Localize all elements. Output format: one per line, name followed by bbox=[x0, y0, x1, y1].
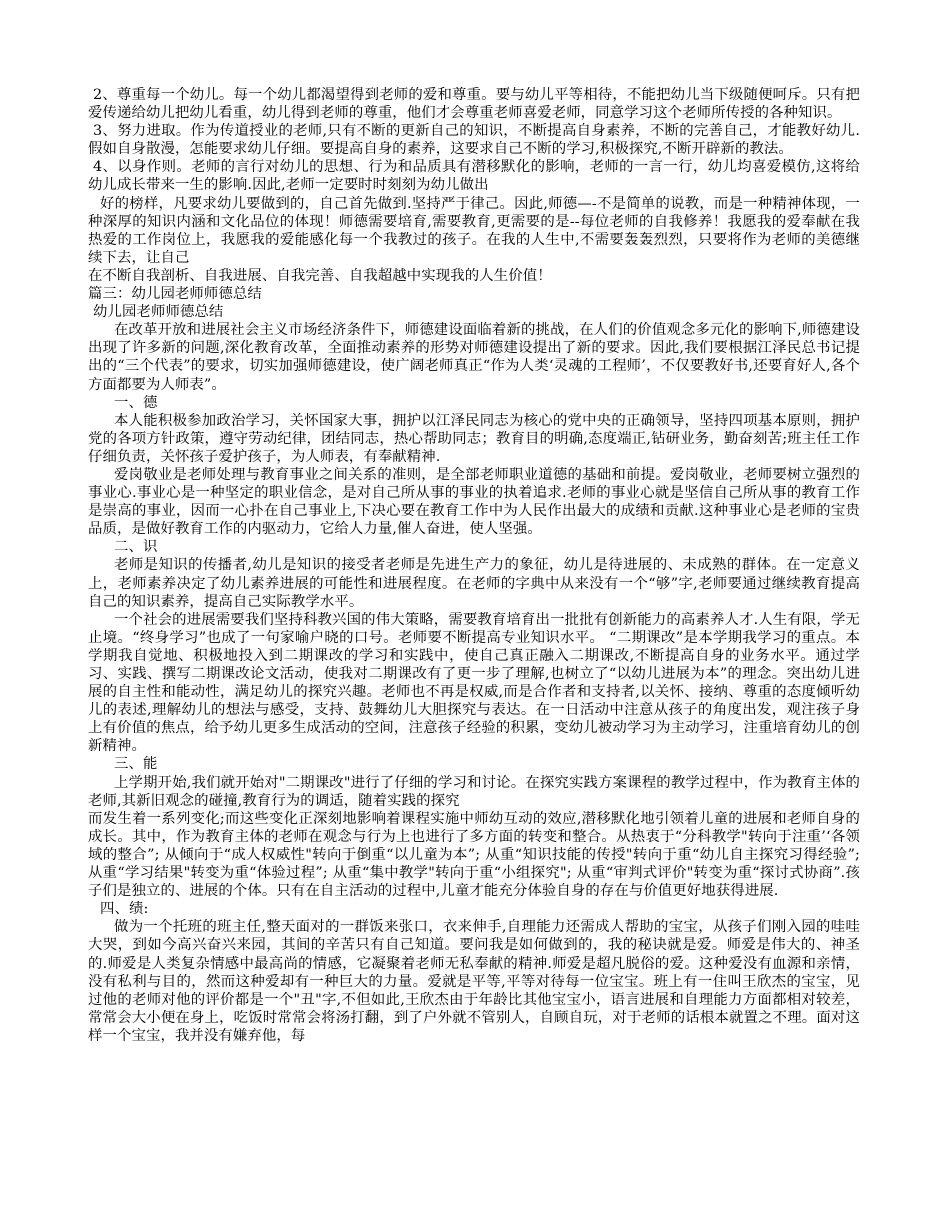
heading-virtue: 一、德 bbox=[114, 394, 158, 411]
paragraph-good-example: 好的榜样，凡要求幼儿要做到的，自己首先做到.坚持严于律己。因此,师德—-不是简单的说教，而是一种精神体现，一种深厚的知识内涵和文化品位的体现！师德需要培育,需要教育,更需要的是--每位老师的自我修养！我愿我的爱奉献在我热爱的工作岗位上，我愿我的爱能感化每一个我教过的孩子。在我的人生中,不需要轰轰烈烈，只要将作为老师的美德继续下去，让自己 bbox=[88, 195, 860, 266]
heading-achievements: 四、绩: bbox=[100, 901, 149, 918]
paragraph-strive-forward: 3、努力进取。作为传道授业的老师,只有不断的更新自己的知识，不断提高自身素养，不断的完善自己，才能教好幼儿.假如自身散漫，怎能要求幼儿仔细。要提高自身的素养，这要求自己不断的学习,积极探究,不断开辟新的教法。 bbox=[88, 123, 860, 158]
paragraph-political-study: 本人能积极参加政治学习，关怀国家大事，拥护以江泽民同志为核心的党中央的正确领导，坚持四项基本原则，拥护党的各项方针政策，遵守劳动纪律，团结同志，热心帮助同志；教育目的明确,态度端正,钻研业务，勤奋刻苦;班主任工作仔细负责，关怀孩子爱护孩子，为人师表，有奉献精神. bbox=[88, 412, 860, 465]
paragraph-respect-children: 2、尊重每一个幼儿。每一个幼儿都渴望得到老师的爱和尊重。要与幼儿平等相待，不能把幼儿当下级随便呵斥。只有把爱传递给幼儿把幼儿看重，幼儿得到老师的尊重，他们才会尊重老师喜爱老师，同意学习这个老师所传授的各种知识。 bbox=[88, 87, 860, 122]
paragraph-knowledge-spreader: 老师是知识的传播者,幼儿是知识的接受者老师是先进生产力的象征，幼儿是待进展的、未成熟的群体。在一定意义上，老师素养决定了幼儿素养进展的可能性和进展程度。在老师的字典中从来没有一个“够”字,老师要通过继续教育提高自己的知识素养，提高自己实际教学水平。 bbox=[88, 557, 860, 610]
heading-ability: 三、能 bbox=[114, 756, 158, 773]
section-heading-part3: 篇三：幼儿园老师师德总结 bbox=[88, 286, 262, 303]
paragraph-lead-by-example: 4、以身作则。老师的言行对幼儿的思想、行为和品质具有潜移默化的影响，老师的一言一行，幼儿均喜爱模仿,这将给幼儿成长带来一生的影响.因此,老师一定要时时刻刻为幼儿做出 bbox=[88, 159, 860, 194]
paragraph-changes: 而发生着一系列变化;而这些变化正深刻地影响着课程实施中师幼互动的效应,潜移默化地引领着儿童的进展和老师自身的成长。其中，作为教育主体的老师在观念与行为上也进行了多方面的转变和整合。从热衷于“分科教学"转向于注重’‘各领域的整合”; 从倾向于“成人权威性"转向于倒重“以儿童为本”; 从重“知识技能的传授"转向于重“幼儿自主探究习得经验”; 从重“学习结果"转变为重“体验过程”; 从重“集中教学"转向于重“小组探究"; 从重“审判式评价"转变为重“探讨式协商”.孩子们是独立的、进展的个体。只有在自主活动的过程中,儿童才能充分体验自身的存在与价值更好地获得进展. bbox=[88, 810, 860, 900]
paragraph-lifelong-learning: 一个社会的进展需要我们坚持科教兴国的伟大策略，需要教育培育出一批批有创新能力的高素养人才.人生有限，学无止境。“终身学习”也成了一句家喻户晓的口号。老师要不断提高专业知识水平。 “二期课改”是本学期我学习的重点。本学期我自觉地、积极地投入到二期课改的学习和实践中，使自己真正融入二期课改,不断提高自身的业务水平。通过学习、实践、撰写二期课改论文活动，使我对二期课改有了更一步了理解,也树立了“以幼儿进展为本”的理念。突出幼儿进展的自主性和能动性，满足幼儿的探究兴趣。老师也不再是权威,而是合作者和支持者,以关怀、接纳、尊重的态度倾听幼儿的表述,理解幼儿的想法与感受，支持、鼓舞幼儿大胆探究与表达。在一日活动中注意从孩子的角度出发，观注孩子身上有价值的焦点，给予幼儿更多生成活动的空间，注意孩子经验的积累，变幼儿被动学习为主动学习，注重培育幼儿的创新精神。 bbox=[88, 611, 860, 755]
paragraph-dedication: 爱岗敬业是老师处理与教育事业之间关系的准则，是全部老师职业道德的基础和前提。爱岗敬业，老师要树立强烈的事业心.事业心是一种坚定的职业信念，是对自己所从事的事业的执着追求.老师的事业心就是坚信自己所从事的教育工作是崇高的事业，因而一心扑在自己事业上,下决心要在教育工作中为人民作出最大的成绩和贡献.这种事业心是老师的宝贵品质，是做好教育工作的内驱动力，它给人力量,催人奋进，使人坚强。 bbox=[88, 466, 860, 538]
paragraph-intro: 在改革开放和进展社会主义市场经济条件下，师德建设面临着新的挑战，在人们的价值观念多元化的影响下,师德建设出现了许多新的问题,深化教育改革，全面推动素养的形势对师德建设提出了新的要求。因此,我们要根据江泽民总书记提出的“三个代表”的要求，切实加强师德建设，使广阔老师真正“作为人类‘灵魂的工程师’，不仅要教好书,还要育好人,各个方面都要为人师表”。 bbox=[88, 322, 860, 393]
document-body bbox=[88, 86, 860, 1045]
heading-knowledge: 二、识 bbox=[114, 539, 158, 556]
paragraph-curriculum-reform: 上学期开始,我们就开始对"二期课改"进行了仔细的学习和讨论。在探究实践方案课程的教学过程中，作为教育主体的老师,其新旧观念的碰撞,教育行为的调适，随着实践的探究 bbox=[88, 774, 860, 809]
paragraph-class-teacher: 做为一个托班的班主任,整天面对的一群饭来张口，衣来伸手,自理能力还需成人帮助的宝宝，从孩子们刚入园的哇哇大哭，到如今高兴奋兴来园，其间的辛苦只有自己知道。要问我是如何做到的，我的秘诀就是爱。师爱是伟大的、神圣的.师爱是人类复杂情感中最高尚的情感，它凝聚着老师无私奉献的精神.师爱是超凡脱俗的爱。这种爱没有血源和亲情，没有私利与目的，然而这种爱却有一种巨大的力量。爱就是平等,平等对待每一位宝宝。班上有一住叫王欣杰的宝宝，见过他的老师对他的评价都是一个"丑"字,不但如此,王欣杰由于年龄比其他宝宝小，语言进展和自理能力方面都相对较差，常常会大小便在身上，吃饭时常常会将汤打翻，到了户外就不管别人，自顾自玩，对于老师的话根本就置之不理。面对这样一个宝宝，我并没有嫌弃他，每 bbox=[88, 919, 860, 1044]
document-subtitle: 幼儿园老师师德总结 bbox=[93, 304, 224, 321]
paragraph-self-realization: 在不断自我剖析、自我进展、自我完善、自我超越中实现我的人生价值！ bbox=[88, 267, 552, 284]
